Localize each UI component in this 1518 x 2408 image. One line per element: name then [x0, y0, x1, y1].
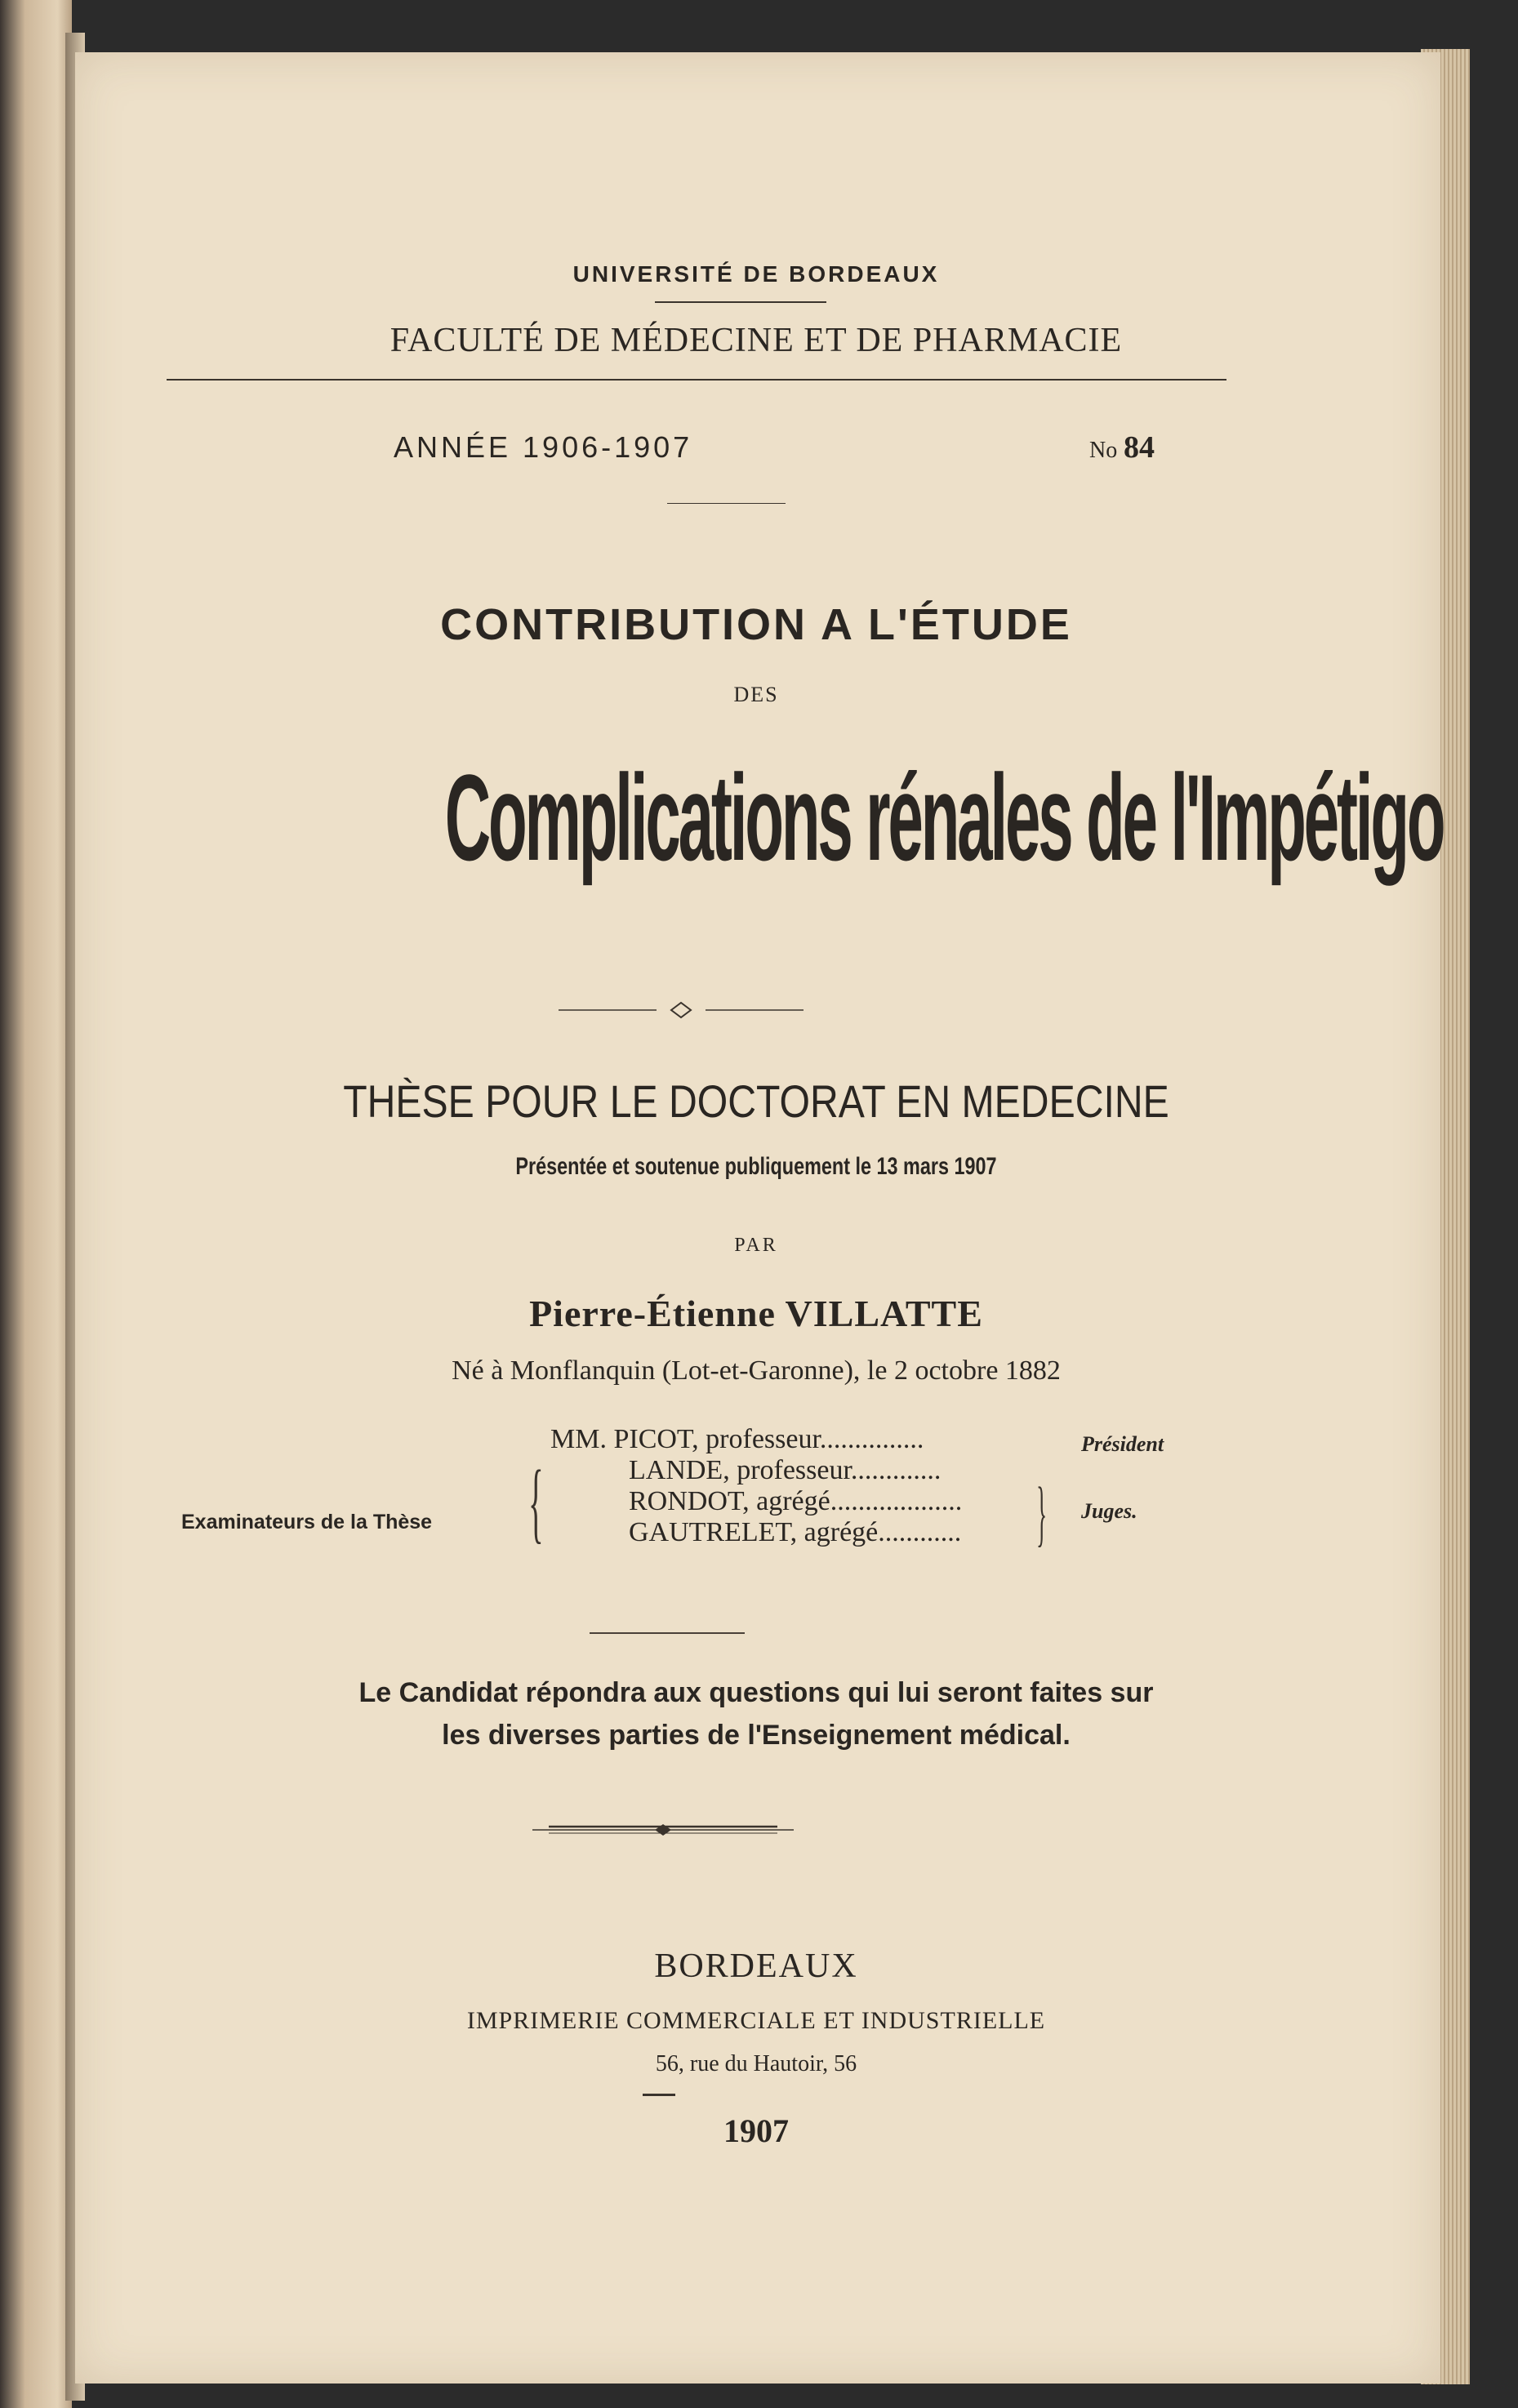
year-underline: [667, 503, 786, 504]
academic-year: ANNÉE 1906-1907: [394, 430, 693, 464]
imprint-address: 56, rue du Hautoir, 56: [655, 2051, 857, 2076]
par-label: PAR: [734, 1235, 778, 1256]
thesis-type: THÈSE POUR LE DOCTORAT EN MEDECINE: [343, 1075, 1169, 1127]
header-rule: [167, 379, 1226, 381]
examiner-lande: LANDE, professeur.............: [629, 1455, 942, 1485]
imprint-printer: IMPRIMERIE COMMERCIALE ET INDUSTRIELLE: [466, 2007, 1046, 2034]
title-line-1: CONTRIBUTION A L'ÉTUDE: [440, 600, 1072, 649]
examiners-divider: [590, 1632, 745, 1634]
author-birth: Né à Monflanquin (Lot-et-Garonne), le 2 octobre 1882: [452, 1355, 1061, 1386]
thesis-number: 84: [1124, 430, 1155, 465]
right-brace: }: [1036, 1473, 1048, 1554]
faculty-name: FACULTÉ DE MÉDECINE ET DE PHARMACIE: [390, 322, 1123, 359]
candidate-note-line-2: les diverses parties de l'Enseignement médical.: [442, 1720, 1071, 1751]
examiner-picot: MM. PICOT, professeur...............: [550, 1424, 924, 1454]
examiners-label: Examinateurs de la Thèse: [181, 1511, 433, 1533]
ornament-rule: [532, 1819, 794, 1840]
title-page: [75, 52, 1444, 2384]
left-brace: {: [528, 1452, 544, 1551]
thesis-number-label: No: [1089, 438, 1118, 463]
main-title: Complications rénales de l'Impétigo: [444, 749, 1444, 886]
presentation-date: Présentée et soutenue publiquement le 13 mars 1907: [515, 1153, 997, 1180]
imprint-city: BORDEAUX: [654, 1947, 858, 1985]
role-juges: Juges.: [1081, 1499, 1137, 1523]
university-name: UNIVERSITÉ DE BORDEAUX: [572, 261, 940, 287]
examiner-gautrelet: GAUTRELET, agrégé............: [629, 1517, 962, 1547]
publication-year: 1907: [723, 2112, 789, 2149]
university-underline: [655, 301, 826, 303]
author-name: Pierre-Étienne VILLATTE: [529, 1293, 983, 1334]
left-page-edge: [0, 0, 72, 2408]
title-line-2: DES: [733, 683, 779, 706]
candidate-note-line-1: Le Candidat répondra aux questions qui lui seront faites sur: [358, 1677, 1154, 1708]
examiner-rondot: RONDOT, agrégé...................: [629, 1486, 963, 1516]
ornament-divider: [559, 999, 804, 1021]
year-rule: [643, 2094, 675, 2096]
role-president: Président: [1081, 1432, 1164, 1456]
